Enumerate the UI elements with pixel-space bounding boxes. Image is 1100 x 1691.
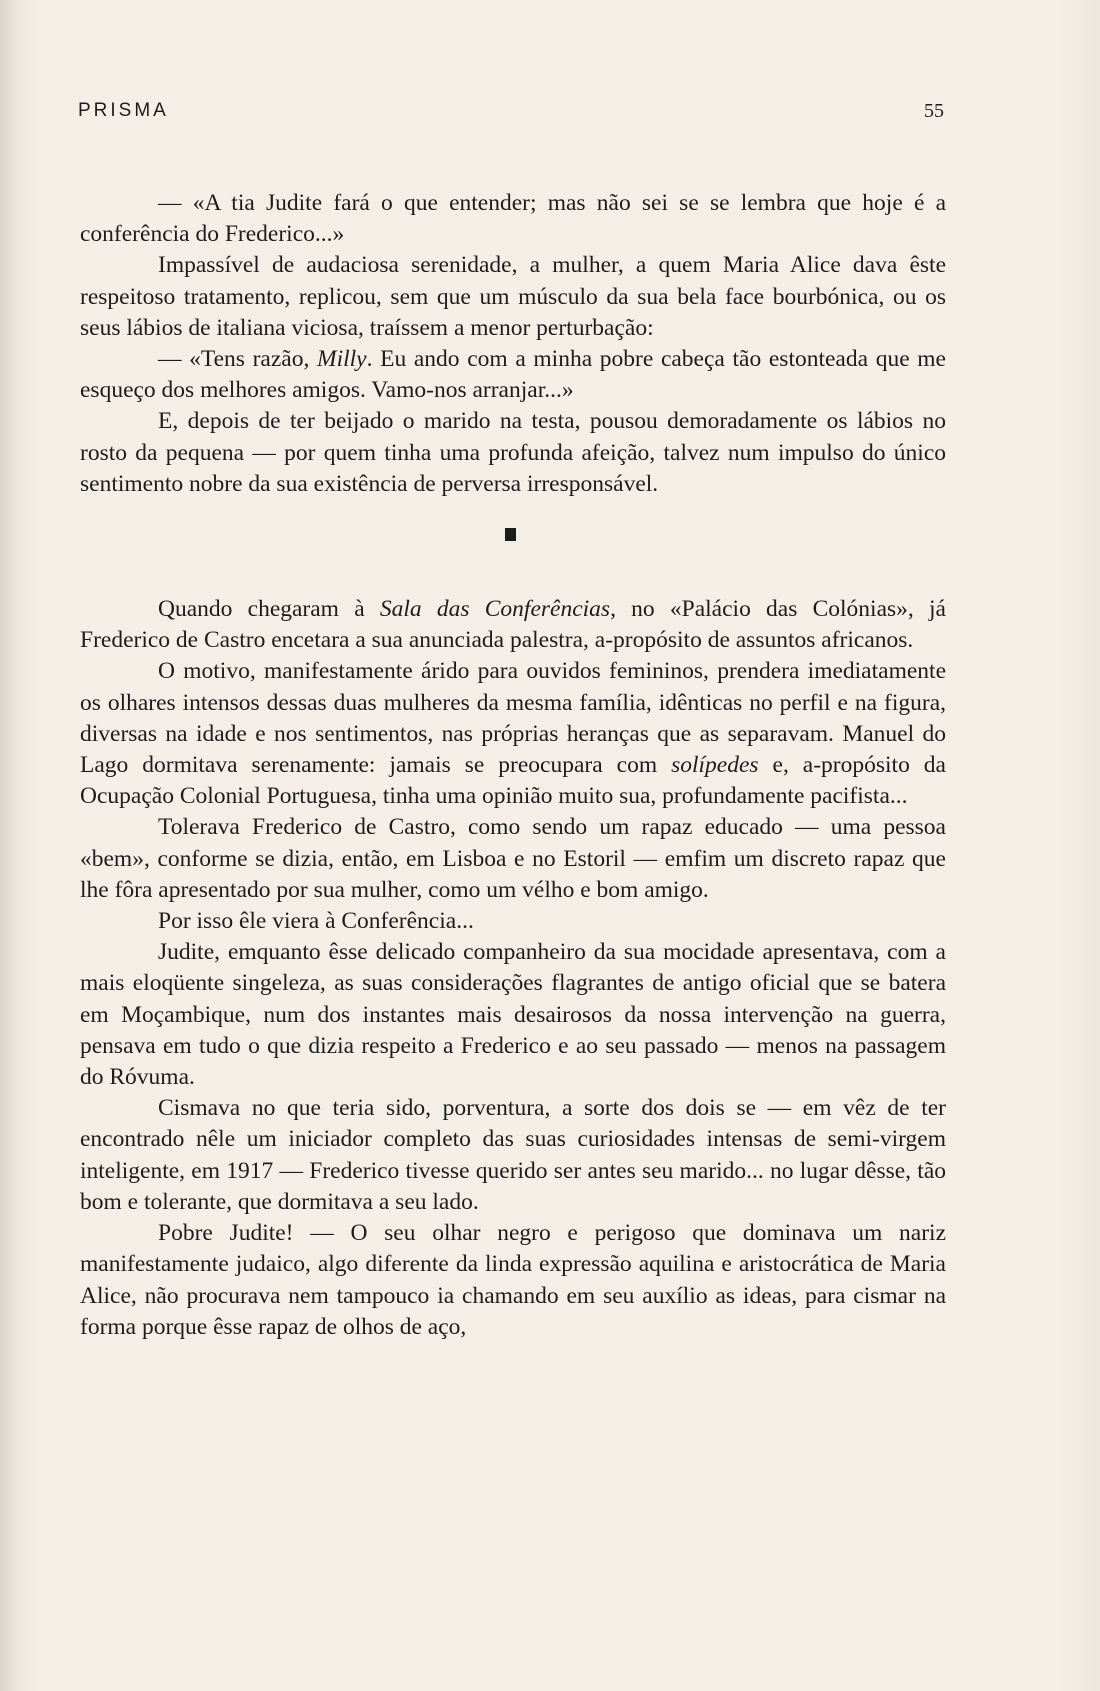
- italic-text: Sala das Conferências: [379, 596, 611, 623]
- italic-text: Milly: [317, 346, 367, 373]
- paragraph: — «A tia Judite fará o que entender; mas não sei se se lembra que hoje é a conferência do Frederico...»: [80, 190, 946, 248]
- paragraph: Pobre Judite! — O seu olhar negro e perigoso que dominava um nariz manifestamente judaico, algo diferente da linda expressão aquilina e aristocrática de Maria Alice, não procurava nem tampouco ia chamando em seu auxílio as ideas, para cismar na forma porque êsse rapaz de olhos de aço,: [80, 1220, 946, 1340]
- running-title: PRISMA: [78, 100, 169, 121]
- paragraph: Impassível de audaciosa serenidade, a mulher, a quem Maria Alice dava êste respeitoso tratamento, replicou, sem que um músculo da sua bela face bourbónica, ou os seus lábios de italiana viciosa, traíssem a menor perturbação:: [80, 252, 946, 341]
- paragraph: E, depois de ter beijado o marido na testa, pousou demoradamente os lábios no rosto da pequena — por quem tinha uma profunda afeição, talvez num impulso do único sentimento nobre da sua existência de perversa irresponsável.: [80, 408, 946, 497]
- paragraph: Cismava no que teria sido, porventura, a sorte dos dois se — em vêz de ter encontrado nêle um iniciador completo das suas curiosidades intensas de semi-virgem inteligente, em 1917 — Frederico tivesse querido ser antes seu marido... no lugar dêsse, tão bom e tolerante, que dormitava a seu lado.: [80, 1095, 946, 1215]
- body-text: [80, 188, 946, 1343]
- page-number: 55: [924, 100, 944, 122]
- separator-square-icon: [505, 528, 516, 541]
- paragraph: — «Tens razão, Milly. Eu ando com a minha pobre cabeça tão estonteada que me esqueço dos melhores amigos. Vamo-nos arranjar...»: [80, 346, 946, 404]
- paragraph: Por isso êle viera à Conferência...: [158, 908, 474, 935]
- italic-text: solípedes: [671, 752, 759, 779]
- paragraph: Tolerava Frederico de Castro, como sendo um rapaz educado — uma pessoa «bem», conforme se dizia, então, em Lisboa e no Estoril — emfim um discreto rapaz que lhe fôra apresentado por sua mulher, como um vélho e bom amigo.: [80, 814, 946, 903]
- paragraph: Quando chegaram à Sala das Conferências, no «Palácio das Colónias», já Frederico de Castro encetara a sua anunciada palestra, a-propósito de assuntos africanos.: [80, 596, 946, 654]
- paragraph: O motivo, manifestamente árido para ouvidos femininos, prendera imediatamente os olhares intensos dessas duas mulheres da mesma família, idênticas no perfil e na figura, diversas na idade e nos sentimentos, nas próprias heranças que as separavam. Manuel do Lago dormitava serenamente: jamais se preocupara com solípedes e, a-propósito da Ocupação Colonial Portuguesa, tinha uma opinião muito sua, profundamente pacifista...: [80, 658, 946, 810]
- page-header: [78, 100, 944, 130]
- section-separator: [80, 500, 946, 594]
- paragraph: Judite, emquanto êsse delicado companheiro da sua mocidade apresentava, com a mais eloqüente singeleza, as suas considerações flagrantes de antigo oficial que se batera em Moçambique, num dos instantes mais desairosos da nossa intervenção na guerra, pensava em tudo o que dizia respeito a Frederico e ao seu passado — menos na passagem do Róvuma.: [80, 939, 946, 1091]
